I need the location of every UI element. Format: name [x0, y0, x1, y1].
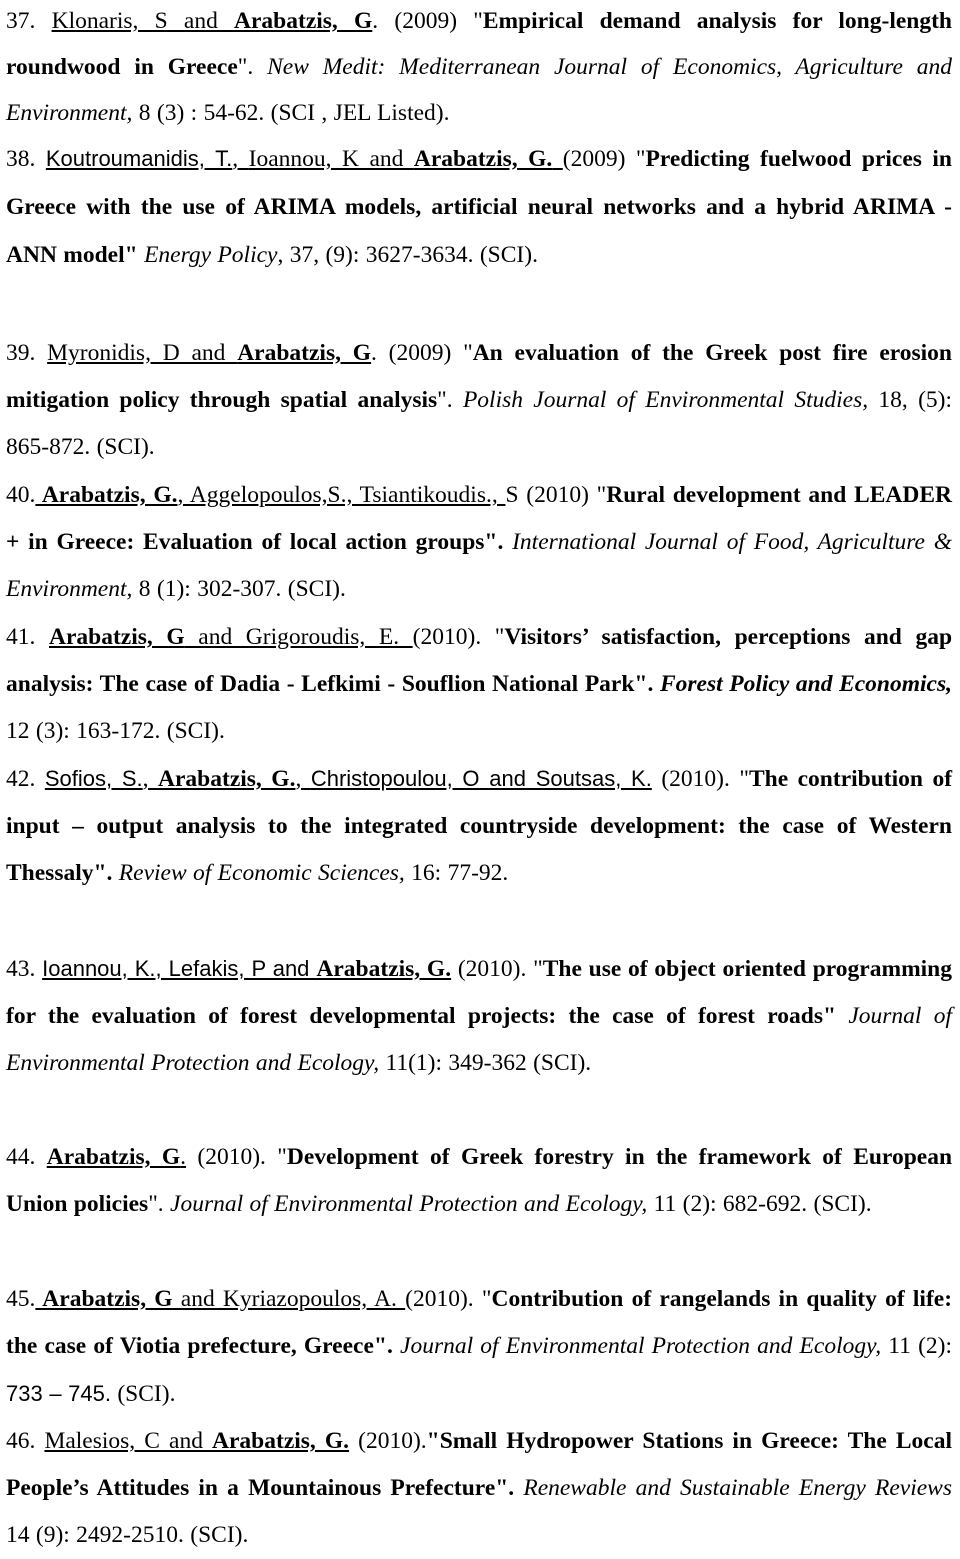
reference-text-segment: Visitors’ satisfaction, perceptions and gap analysis: The case of Dadia - Lefkimi - Souflion National Park	[6, 624, 953, 697]
reference-text-segment: Renewable and Sustainable Energy Reviews	[523, 1475, 952, 1501]
reference-text-segment: Rural development and LEADER + in Greece: Evaluation of local action groups	[6, 482, 952, 555]
reference-text-segment: . (2009) "	[371, 340, 473, 366]
reference-text-segment: Koutroumanidis, T.	[45, 146, 233, 171]
reference-text-segment: Arabatzis, G.	[158, 766, 296, 792]
reference-text-segment: ".	[148, 1191, 171, 1217]
reference-text-segment: Contribution of rangelands in quality of life: the case of Viotia prefecture, Greece	[6, 1286, 953, 1359]
reference-text-segment: .	[180, 1144, 187, 1170]
reference-text-segment: Christopoulou, O and Soutsas, K.	[310, 766, 652, 791]
reference-text-segment: Arabatzis, G	[35, 1286, 173, 1312]
reference-text-segment: Review of Economic Sciences,	[118, 860, 405, 886]
reference-text-segment: Empirical demand analysis for long-length roundwood in Greece	[6, 8, 953, 80]
reference-text-segment: Arabatzis, G.	[35, 482, 178, 508]
reference-text-segment: Arabatzis, G.	[212, 1428, 350, 1454]
reference-43	[6, 945, 952, 1087]
reference-text-segment: (2010). "	[186, 1144, 287, 1170]
reference-text-segment: 11(1): 349-362 (SCI).	[379, 1050, 592, 1076]
reference-text-segment: 39.	[6, 340, 48, 366]
reference-text-segment: Arabatzis, G.	[316, 956, 452, 982]
reference-37	[6, 0, 952, 136]
reference-text-segment: 8 (3) : 54-62. (SCI , JEL Listed).	[132, 100, 450, 126]
reference-text-segment: 11 (2):	[881, 1333, 953, 1359]
reference-text-segment: The contribution of input – output analysis to the integrated countryside development: the case of Western Thessaly	[6, 766, 953, 886]
reference-text-segment: 45.	[6, 1286, 36, 1312]
reference-text-segment: Journal of Environmental Protection and Ecology,	[400, 1333, 882, 1359]
reference-46	[6, 1418, 952, 1559]
reference-text-segment: ".	[484, 529, 513, 555]
reference-text-segment: The use of object oriented programming for the evaluation of forest developmental projects: the case of forest roads	[6, 956, 952, 1029]
reference-text-segment: 12 (3): 163-172. (SCI).	[6, 718, 225, 744]
reference-text-segment: 18, (5): 865-872. (SCI).	[6, 387, 953, 460]
reference-text-segment: 38.	[6, 146, 46, 172]
reference-text-segment: ".	[373, 1333, 401, 1359]
reference-text-segment: ".	[437, 387, 463, 413]
reference-text-segment: and Grigoroudis, E.	[184, 624, 413, 650]
reference-text-segment: 16: 77-92.	[404, 860, 509, 886]
reference-text-segment: "	[124, 242, 145, 268]
reference-text-segment: 8 (1): 302-307. (SCI).	[132, 576, 346, 602]
reference-text-segment: Arabatzis, G.	[413, 146, 553, 172]
reference-text-segment: and Kyriazopoulos, A.	[172, 1286, 406, 1312]
reference-42	[6, 755, 952, 897]
reference-text-segment: (2010). "	[412, 624, 505, 650]
reference-text-segment: Myronidis, D and	[47, 340, 238, 366]
reference-text-segment: ".	[237, 54, 268, 80]
reference-text-segment: Arabatzis, G	[237, 340, 372, 366]
reference-44	[6, 1134, 952, 1228]
reference-text-segment	[552, 146, 562, 172]
reference-text-segment: International Journal of Food, Agriculture & Environment,	[6, 529, 953, 602]
reference-text-segment: (2010). "	[405, 1286, 492, 1312]
reference-text-segment: Klonaris, S and	[51, 8, 235, 34]
reference-text-segment: Polish Journal of Environmental Studies,	[462, 387, 869, 413]
reference-text-segment: 41.	[6, 624, 49, 650]
reference-text-segment: ,	[142, 766, 159, 792]
reference-text-segment: Journal of Environmental Protection and Ecology,	[170, 1191, 648, 1217]
reference-text-segment: Predicting fuelwood prices in Greece with the use of ARIMA models, artificial neural networks and a hybrid ARIMA - ANN model	[6, 146, 952, 268]
reference-text-segment: Ioannou, K and	[248, 146, 414, 172]
reference-text-segment: S (2010) "	[505, 482, 607, 508]
reference-text-segment: Arabatzis, G	[48, 624, 185, 650]
reference-text-segment: (2010). "	[451, 956, 543, 982]
reference-text-segment: "	[822, 1003, 849, 1029]
reference-45	[6, 1276, 952, 1418]
reference-text-segment: ,	[232, 146, 249, 172]
reference-text-segment: 40.	[6, 482, 36, 508]
reference-38	[6, 135, 952, 279]
reference-text-segment: Development of Greek forestry in the framework of European Union policies	[6, 1144, 953, 1217]
reference-text-segment: 42.	[6, 766, 45, 792]
reference-text-segment: ".	[634, 671, 660, 697]
reference-text-segment: 733 – 745.	[6, 1381, 111, 1406]
reference-text-segment: Energy Policy	[144, 242, 278, 268]
reference-text-segment: (2009) "	[562, 146, 646, 172]
reference-text-segment: Forest Policy and Economics,	[659, 671, 953, 697]
reference-text-segment: (2010). "	[651, 766, 749, 792]
reference-text-segment: (2010).	[349, 1428, 427, 1454]
reference-text-segment: An evaluation of the Greek post fire erosion mitigation policy through spatial analysis	[6, 340, 953, 413]
reference-text-segment: 44.	[6, 1144, 47, 1170]
reference-text-segment: , Aggelopoulos,S., Tsiantikoudis.,	[177, 482, 506, 508]
reference-41	[6, 614, 952, 755]
reference-text-segment: ".	[93, 860, 119, 886]
reference-text-segment: , 37, (9): 3627-3634. (SCI).	[277, 242, 538, 268]
reference-text-segment: 46.	[6, 1428, 45, 1454]
reference-text-segment: Ioannou, K., Lefakis, P and	[42, 956, 317, 981]
reference-text-segment: 14 (9): 2492-2510. (SCI).	[6, 1522, 249, 1548]
reference-text-segment: (SCI).	[110, 1381, 176, 1407]
reference-40	[6, 472, 952, 613]
reference-text-segment: Arabatzis, G	[234, 8, 373, 34]
reference-text-segment: "Small Hydropower Stations in Greece: The Local People’s Attitudes in a Mountainous Prefecture".	[6, 1428, 952, 1501]
reference-39	[6, 330, 952, 471]
reference-text-segment: 11 (2): 682-692. (SCI).	[647, 1191, 872, 1217]
reference-text-segment: Arabatzis, G	[46, 1144, 181, 1170]
reference-text-segment: 37.	[6, 8, 52, 34]
reference-text-segment: Malesios, C and	[44, 1428, 213, 1454]
reference-text-segment: Journal of Environmental Protection and Ecology,	[6, 1003, 953, 1076]
reference-text-segment: New Medit: Mediterranean Journal of Economics, Agriculture and Environment,	[6, 54, 952, 126]
reference-text-segment: Sofios, S.	[44, 766, 143, 791]
reference-text-segment: ,	[295, 766, 311, 792]
reference-text-segment: 43.	[6, 956, 43, 982]
reference-text-segment: . (2009) "	[372, 8, 483, 34]
